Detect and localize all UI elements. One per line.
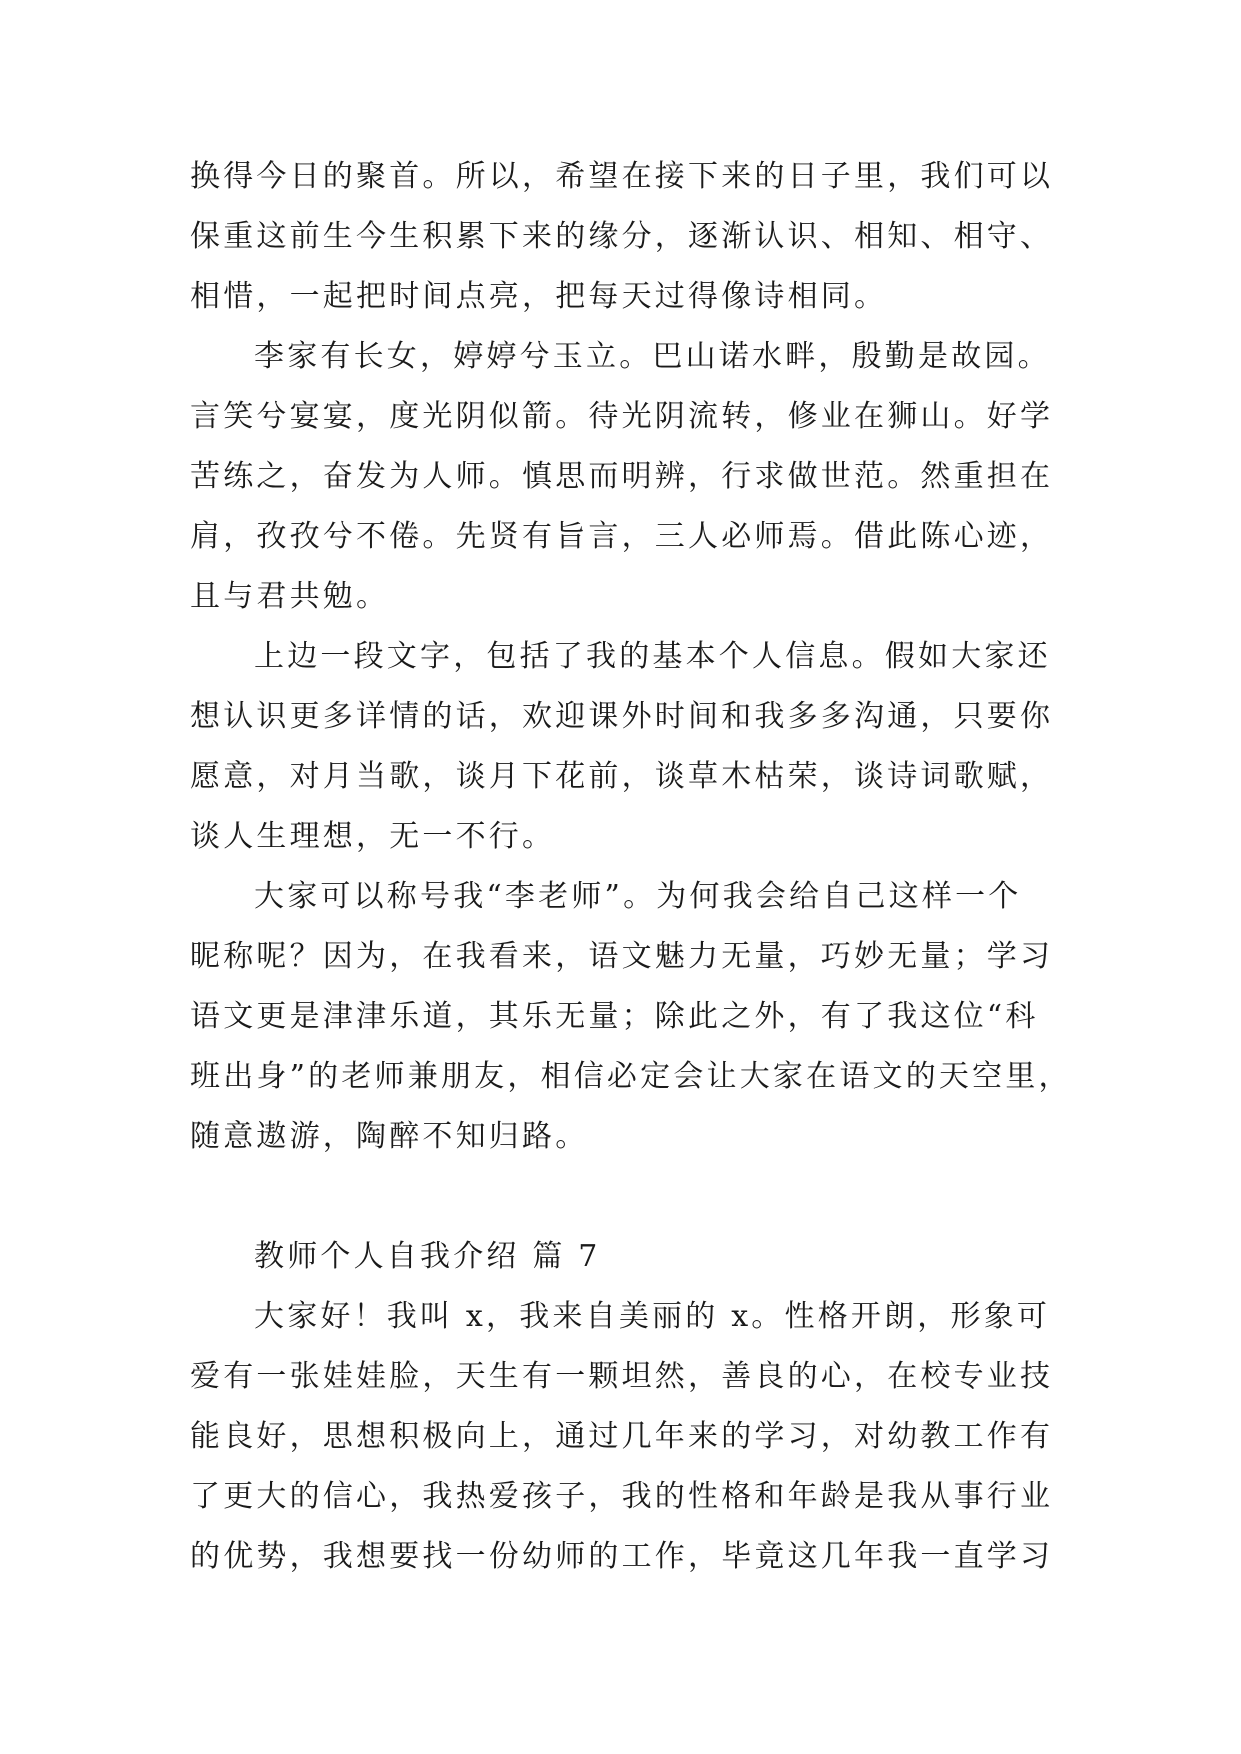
section-spacer — [190, 1167, 1060, 1227]
text-line: 保重这前生今生积累下来的缘分，逐渐认识、相知、相守、 — [190, 219, 1054, 254]
text-line: 谈人生理想，无一不行。 — [190, 819, 556, 854]
text-line: 想认识更多详情的话，欢迎课外时间和我多多沟通，只要你 — [190, 699, 1054, 734]
text-line: 肩，孜孜兮不倦。先贤有旨言，三人必师焉。借此陈心迹， — [190, 519, 1054, 554]
text-line: 能良好，思想积极向上，通过几年来的学习，对幼教工作有 — [190, 1419, 1054, 1454]
paragraph-continuation — [190, 147, 1060, 327]
text-line: 语文更是津津乐道，其乐无量；除此之外，有了我这位“科 — [190, 999, 1039, 1034]
text-line: 言笑兮宴宴，度光阴似箭。待光阴流转，修业在狮山。好学 — [190, 399, 1054, 434]
text-line: 相惜，一起把时间点亮，把每天过得像诗相同。 — [190, 279, 888, 314]
text-line: 李家有长女，婷婷兮玉立。巴山诺水畔，殷勤是故园。 — [254, 339, 1051, 374]
document-page — [190, 147, 1072, 1587]
text-line: 大家可以称号我“李老师”。为何我会给自己这样一个 — [254, 879, 1022, 914]
text-line: 了更大的信心，我热爱孩子，我的性格和年龄是我从事行业 — [190, 1479, 1054, 1514]
text-line: 的优势，我想要找一份幼师的工作，毕竟这几年我一直学习 — [190, 1539, 1054, 1574]
paragraph-poem — [190, 327, 1060, 627]
text-line: 且与君共勉。 — [190, 579, 390, 614]
paragraph-personal-info — [190, 627, 1060, 867]
text-line: 随意遨游，陶醉不知归路。 — [190, 1119, 589, 1154]
text-line: 上边一段文字，包括了我的基本个人信息。假如大家还 — [254, 639, 1051, 674]
text-line: 换得今日的聚首。所以，希望在接下来的日子里，我们可以 — [190, 159, 1054, 194]
text-line: 爱有一张娃娃脸，天生有一颗坦然，善良的心，在校专业技 — [190, 1359, 1054, 1394]
text-line: 大家好！我叫 x，我来自美丽的 x。性格开朗，形象可 — [254, 1299, 1051, 1334]
paragraph-nickname — [190, 867, 1072, 1167]
text-line: 苦练之，奋发为人师。慎思而明辨，行求做世范。然重担在 — [190, 459, 1054, 494]
section-heading: 教师个人自我介绍 篇 7 — [254, 1239, 601, 1274]
text-line: 昵称呢？因为，在我看来，语文魅力无量，巧妙无量；学习 — [190, 939, 1054, 974]
text-line: 愿意，对月当歌，谈月下花前，谈草木枯荣，谈诗词歌赋， — [190, 759, 1054, 794]
text-line: 班出身”的老师兼朋友，相信必定会让大家在语文的天空里， — [190, 1059, 1072, 1094]
paragraph-intro — [190, 1287, 1060, 1587]
